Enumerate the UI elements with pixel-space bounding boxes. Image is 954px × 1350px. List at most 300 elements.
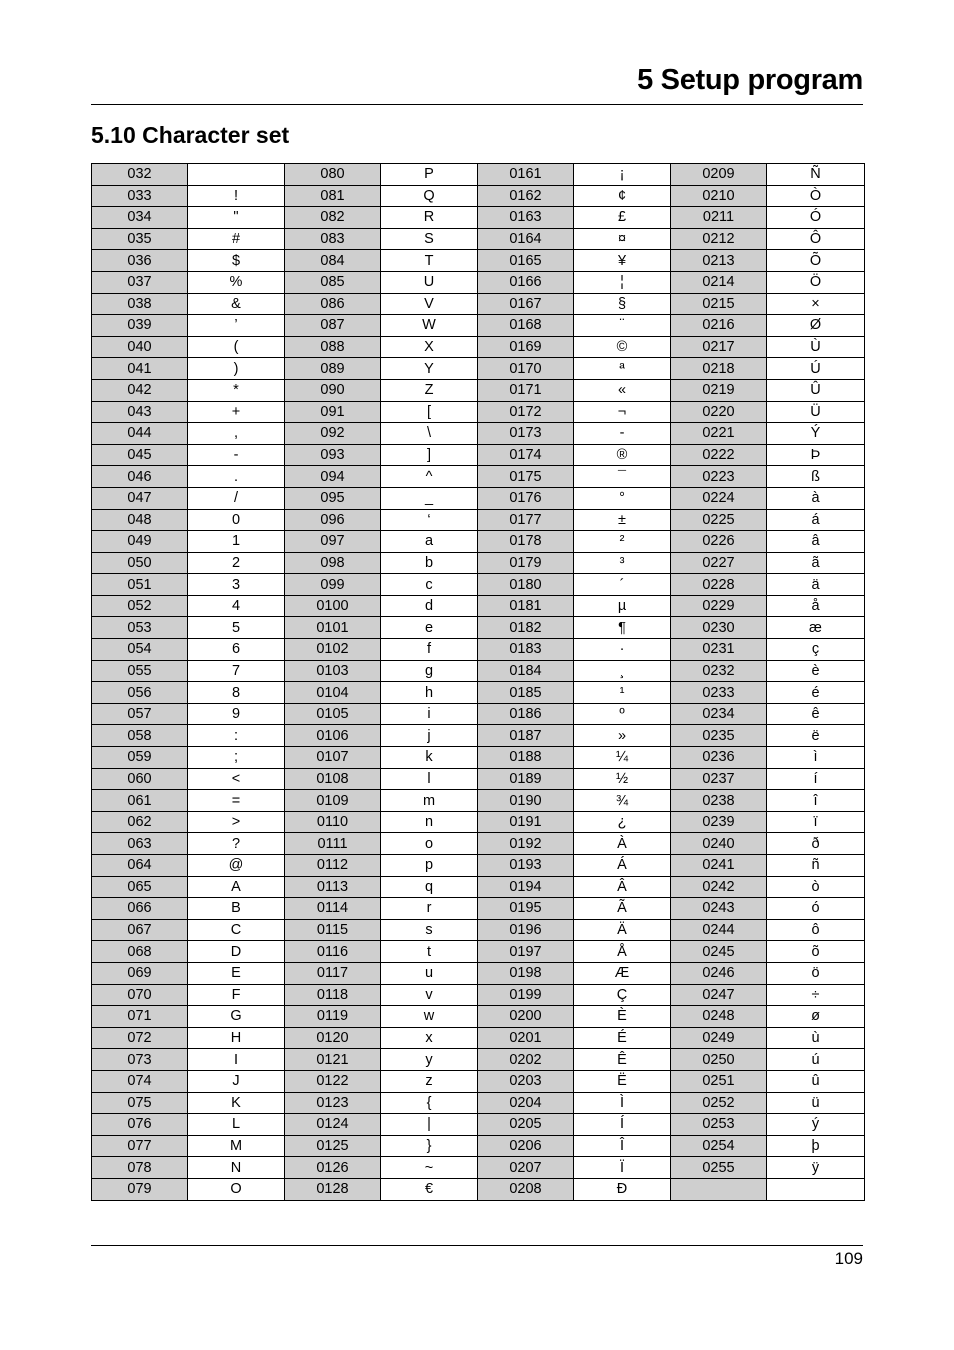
char-code-cell: 059 bbox=[92, 747, 188, 769]
char-glyph-cell: Æ bbox=[574, 962, 671, 984]
char-code-cell: 0236 bbox=[671, 747, 767, 769]
char-code-cell: 0211 bbox=[671, 207, 767, 229]
char-glyph-cell: Þ bbox=[767, 444, 865, 466]
table-row bbox=[92, 1070, 865, 1092]
char-glyph-cell: © bbox=[574, 336, 671, 358]
char-code-cell: 0197 bbox=[478, 941, 574, 963]
char-code-cell: 046 bbox=[92, 466, 188, 488]
char-glyph-cell: < bbox=[188, 768, 285, 790]
char-code-cell: 0108 bbox=[285, 768, 381, 790]
char-glyph-cell: 6 bbox=[188, 639, 285, 661]
table-row bbox=[92, 919, 865, 941]
char-glyph-cell: » bbox=[574, 725, 671, 747]
table-row bbox=[92, 1114, 865, 1136]
char-code-cell: 061 bbox=[92, 790, 188, 812]
char-glyph-cell: Ï bbox=[574, 1157, 671, 1179]
char-code-cell: 0216 bbox=[671, 315, 767, 337]
char-code-cell: 036 bbox=[92, 250, 188, 272]
char-code-cell: 0124 bbox=[285, 1114, 381, 1136]
char-glyph-cell: ³ bbox=[574, 552, 671, 574]
char-code-cell: 053 bbox=[92, 617, 188, 639]
char-glyph-cell: E bbox=[188, 962, 285, 984]
char-code-cell: 0253 bbox=[671, 1114, 767, 1136]
char-code-cell: 0186 bbox=[478, 703, 574, 725]
char-code-cell: 076 bbox=[92, 1114, 188, 1136]
table-row bbox=[92, 574, 865, 596]
table-row bbox=[92, 293, 865, 315]
char-glyph-cell: k bbox=[381, 747, 478, 769]
char-code-cell: 0125 bbox=[285, 1135, 381, 1157]
char-glyph-cell: : bbox=[188, 725, 285, 747]
char-code-cell: 037 bbox=[92, 271, 188, 293]
char-code-cell: 0126 bbox=[285, 1157, 381, 1179]
char-code-cell: 0115 bbox=[285, 919, 381, 941]
char-code-cell: 0243 bbox=[671, 898, 767, 920]
table-row bbox=[92, 552, 865, 574]
table-row bbox=[92, 682, 865, 704]
char-code-cell: 0119 bbox=[285, 1006, 381, 1028]
char-code-cell: 075 bbox=[92, 1092, 188, 1114]
char-code-cell: 0198 bbox=[478, 962, 574, 984]
char-code-cell: 0199 bbox=[478, 984, 574, 1006]
char-code-cell: 0193 bbox=[478, 855, 574, 877]
char-code-cell: 042 bbox=[92, 379, 188, 401]
char-code-cell: 079 bbox=[92, 1178, 188, 1200]
table-row bbox=[92, 811, 865, 833]
char-glyph-cell: i bbox=[381, 703, 478, 725]
char-code-cell: 085 bbox=[285, 271, 381, 293]
char-glyph-cell: Ñ bbox=[767, 164, 865, 186]
char-glyph-cell: > bbox=[188, 811, 285, 833]
table-row bbox=[92, 315, 865, 337]
table-row bbox=[92, 768, 865, 790]
char-code-cell: 051 bbox=[92, 574, 188, 596]
char-glyph-cell: # bbox=[188, 228, 285, 250]
char-glyph-cell: + bbox=[188, 401, 285, 423]
char-code-cell: 0113 bbox=[285, 876, 381, 898]
char-code-cell: 0190 bbox=[478, 790, 574, 812]
char-glyph-cell: ì bbox=[767, 747, 865, 769]
char-glyph-cell: ï bbox=[767, 811, 865, 833]
char-glyph-cell: é bbox=[767, 682, 865, 704]
char-code-cell: 062 bbox=[92, 811, 188, 833]
char-glyph-cell: Ú bbox=[767, 358, 865, 380]
char-code-cell: 0222 bbox=[671, 444, 767, 466]
char-glyph-cell: ü bbox=[767, 1092, 865, 1114]
char-code-cell: 0182 bbox=[478, 617, 574, 639]
table-row bbox=[92, 1135, 865, 1157]
table-row bbox=[92, 509, 865, 531]
char-code-cell: 068 bbox=[92, 941, 188, 963]
char-code-cell: 0163 bbox=[478, 207, 574, 229]
char-glyph-cell: * bbox=[188, 379, 285, 401]
char-code-cell: 035 bbox=[92, 228, 188, 250]
char-code-cell: 0212 bbox=[671, 228, 767, 250]
char-glyph-cell: Å bbox=[574, 941, 671, 963]
char-code-cell: 0204 bbox=[478, 1092, 574, 1114]
char-glyph-cell: · bbox=[574, 639, 671, 661]
char-glyph-cell: 5 bbox=[188, 617, 285, 639]
char-code-cell: 083 bbox=[285, 228, 381, 250]
char-code-cell: 0172 bbox=[478, 401, 574, 423]
char-glyph-cell: â bbox=[767, 531, 865, 553]
char-code-cell: 0122 bbox=[285, 1070, 381, 1092]
char-glyph-cell: ² bbox=[574, 531, 671, 553]
char-glyph-cell: C bbox=[188, 919, 285, 941]
char-code-cell: 0106 bbox=[285, 725, 381, 747]
char-glyph-cell: Ë bbox=[574, 1070, 671, 1092]
char-code-cell: 0207 bbox=[478, 1157, 574, 1179]
char-glyph-cell: p bbox=[381, 855, 478, 877]
char-glyph-cell: B bbox=[188, 898, 285, 920]
char-glyph-cell: Î bbox=[574, 1135, 671, 1157]
char-glyph-cell: þ bbox=[767, 1135, 865, 1157]
char-glyph-cell: , bbox=[188, 423, 285, 445]
char-code-cell: 0118 bbox=[285, 984, 381, 1006]
char-glyph-cell: @ bbox=[188, 855, 285, 877]
table-row bbox=[92, 1092, 865, 1114]
char-code-cell: 098 bbox=[285, 552, 381, 574]
table-row bbox=[92, 164, 865, 186]
table-row bbox=[92, 1157, 865, 1179]
char-code-cell: 0188 bbox=[478, 747, 574, 769]
char-code-cell: 0128 bbox=[285, 1178, 381, 1200]
char-code-cell: 0233 bbox=[671, 682, 767, 704]
char-glyph-cell: ¯ bbox=[574, 466, 671, 488]
char-code-cell: 0220 bbox=[671, 401, 767, 423]
char-code-cell: 0237 bbox=[671, 768, 767, 790]
char-code-cell: 050 bbox=[92, 552, 188, 574]
char-code-cell: 060 bbox=[92, 768, 188, 790]
char-glyph-cell: Ô bbox=[767, 228, 865, 250]
char-glyph-cell: e bbox=[381, 617, 478, 639]
char-glyph-cell bbox=[767, 1178, 865, 1200]
table-row bbox=[92, 725, 865, 747]
char-code-cell: 033 bbox=[92, 185, 188, 207]
char-code-cell: 0105 bbox=[285, 703, 381, 725]
char-glyph-cell: ® bbox=[574, 444, 671, 466]
char-glyph-cell: $ bbox=[188, 250, 285, 272]
char-glyph-cell: ¬ bbox=[574, 401, 671, 423]
char-glyph-cell: = bbox=[188, 790, 285, 812]
char-code-cell: 0254 bbox=[671, 1135, 767, 1157]
char-code-cell: 0229 bbox=[671, 595, 767, 617]
char-code-cell: 074 bbox=[92, 1070, 188, 1092]
char-glyph-cell: r bbox=[381, 898, 478, 920]
char-glyph-cell: ã bbox=[767, 552, 865, 574]
char-glyph-cell: ë bbox=[767, 725, 865, 747]
char-glyph-cell: ~ bbox=[381, 1157, 478, 1179]
table-row bbox=[92, 855, 865, 877]
char-glyph-cell: µ bbox=[574, 595, 671, 617]
character-set-table-container bbox=[91, 163, 864, 1201]
char-code-cell: 072 bbox=[92, 1027, 188, 1049]
char-glyph-cell: 0 bbox=[188, 509, 285, 531]
char-glyph-cell: W bbox=[381, 315, 478, 337]
char-code-cell: 0209 bbox=[671, 164, 767, 186]
char-glyph-cell: Ì bbox=[574, 1092, 671, 1114]
char-code-cell: 0117 bbox=[285, 962, 381, 984]
char-code-cell: 0245 bbox=[671, 941, 767, 963]
char-code-cell: 0200 bbox=[478, 1006, 574, 1028]
char-glyph-cell: æ bbox=[767, 617, 865, 639]
char-glyph-cell: Û bbox=[767, 379, 865, 401]
char-code-cell: 090 bbox=[285, 379, 381, 401]
char-glyph-cell: Q bbox=[381, 185, 478, 207]
char-code-cell: 093 bbox=[285, 444, 381, 466]
char-code-cell: 058 bbox=[92, 725, 188, 747]
char-code-cell: 0215 bbox=[671, 293, 767, 315]
char-code-cell: 0232 bbox=[671, 660, 767, 682]
char-code-cell: 0192 bbox=[478, 833, 574, 855]
char-code-cell: 0169 bbox=[478, 336, 574, 358]
char-glyph-cell: G bbox=[188, 1006, 285, 1028]
section-title: 5.10 Character set bbox=[91, 122, 290, 148]
char-code-cell: 0208 bbox=[478, 1178, 574, 1200]
char-code-cell: 0121 bbox=[285, 1049, 381, 1071]
char-code-cell: 052 bbox=[92, 595, 188, 617]
char-glyph-cell: × bbox=[767, 293, 865, 315]
char-glyph-cell: u bbox=[381, 962, 478, 984]
char-code-cell: 0165 bbox=[478, 250, 574, 272]
table-row bbox=[92, 941, 865, 963]
char-glyph-cell: ° bbox=[574, 487, 671, 509]
char-glyph-cell: Ð bbox=[574, 1178, 671, 1200]
footer-divider bbox=[91, 1245, 863, 1246]
char-glyph-cell: ¨ bbox=[574, 315, 671, 337]
char-glyph-cell: ô bbox=[767, 919, 865, 941]
char-glyph-cell: ä bbox=[767, 574, 865, 596]
char-code-cell: 0241 bbox=[671, 855, 767, 877]
char-code-cell: 0191 bbox=[478, 811, 574, 833]
table-row bbox=[92, 833, 865, 855]
char-code-cell: 0227 bbox=[671, 552, 767, 574]
char-glyph-cell: " bbox=[188, 207, 285, 229]
char-glyph-cell: 1 bbox=[188, 531, 285, 553]
char-glyph-cell: O bbox=[188, 1178, 285, 1200]
character-set-table bbox=[91, 163, 865, 1201]
char-glyph-cell: Ö bbox=[767, 271, 865, 293]
char-code-cell: 091 bbox=[285, 401, 381, 423]
char-glyph-cell: ¶ bbox=[574, 617, 671, 639]
char-code-cell: 077 bbox=[92, 1135, 188, 1157]
char-glyph-cell: ¥ bbox=[574, 250, 671, 272]
char-code-cell: 0201 bbox=[478, 1027, 574, 1049]
char-glyph-cell: ª bbox=[574, 358, 671, 380]
char-code-cell: 0161 bbox=[478, 164, 574, 186]
char-code-cell: 067 bbox=[92, 919, 188, 941]
char-glyph-cell: £ bbox=[574, 207, 671, 229]
char-code-cell: 089 bbox=[285, 358, 381, 380]
char-glyph-cell: T bbox=[381, 250, 478, 272]
char-glyph-cell: ] bbox=[381, 444, 478, 466]
char-glyph-cell: h bbox=[381, 682, 478, 704]
char-code-cell: 0230 bbox=[671, 617, 767, 639]
table-row bbox=[92, 1178, 865, 1200]
char-glyph-cell: ê bbox=[767, 703, 865, 725]
char-code-cell: 0185 bbox=[478, 682, 574, 704]
table-row bbox=[92, 595, 865, 617]
char-glyph-cell: g bbox=[381, 660, 478, 682]
char-glyph-cell: ¢ bbox=[574, 185, 671, 207]
char-glyph-cell: ; bbox=[188, 747, 285, 769]
char-code-cell: 071 bbox=[92, 1006, 188, 1028]
char-glyph-cell: ñ bbox=[767, 855, 865, 877]
char-glyph-cell: | bbox=[381, 1114, 478, 1136]
char-code-cell: 096 bbox=[285, 509, 381, 531]
char-code-cell: 0177 bbox=[478, 509, 574, 531]
char-glyph-cell: 2 bbox=[188, 552, 285, 574]
character-set-table-body bbox=[92, 164, 865, 1201]
char-code-cell: 0175 bbox=[478, 466, 574, 488]
char-glyph-cell: ò bbox=[767, 876, 865, 898]
char-glyph-cell: ½ bbox=[574, 768, 671, 790]
char-glyph-cell: Õ bbox=[767, 250, 865, 272]
char-code-cell: 057 bbox=[92, 703, 188, 725]
char-code-cell: 0252 bbox=[671, 1092, 767, 1114]
char-glyph-cell: Ü bbox=[767, 401, 865, 423]
header-divider bbox=[91, 104, 863, 105]
char-glyph-cell: ¡ bbox=[574, 164, 671, 186]
char-glyph-cell: _ bbox=[381, 487, 478, 509]
char-glyph-cell: v bbox=[381, 984, 478, 1006]
char-glyph-cell: Z bbox=[381, 379, 478, 401]
char-code-cell: 0234 bbox=[671, 703, 767, 725]
char-glyph-cell: P bbox=[381, 164, 478, 186]
char-glyph-cell: º bbox=[574, 703, 671, 725]
char-glyph-cell: ù bbox=[767, 1027, 865, 1049]
table-row bbox=[92, 531, 865, 553]
char-code-cell: 0231 bbox=[671, 639, 767, 661]
char-glyph-cell: n bbox=[381, 811, 478, 833]
char-code-cell: 044 bbox=[92, 423, 188, 445]
char-glyph-cell: ¿ bbox=[574, 811, 671, 833]
table-row bbox=[92, 747, 865, 769]
table-row bbox=[92, 1049, 865, 1071]
char-code-cell: 078 bbox=[92, 1157, 188, 1179]
char-code-cell: 069 bbox=[92, 962, 188, 984]
char-glyph-cell: ¾ bbox=[574, 790, 671, 812]
char-code-cell: 032 bbox=[92, 164, 188, 186]
char-code-cell: 0226 bbox=[671, 531, 767, 553]
char-code-cell: 0102 bbox=[285, 639, 381, 661]
char-code-cell: 0103 bbox=[285, 660, 381, 682]
char-code-cell: 049 bbox=[92, 531, 188, 553]
char-glyph-cell: ¹ bbox=[574, 682, 671, 704]
char-glyph-cell: s bbox=[381, 919, 478, 941]
char-glyph-cell: ¸ bbox=[574, 660, 671, 682]
char-glyph-cell: 3 bbox=[188, 574, 285, 596]
char-code-cell: 0219 bbox=[671, 379, 767, 401]
char-code-cell: 0255 bbox=[671, 1157, 767, 1179]
table-row bbox=[92, 185, 865, 207]
char-code-cell: 0116 bbox=[285, 941, 381, 963]
char-code-cell: 0183 bbox=[478, 639, 574, 661]
char-code-cell: 034 bbox=[92, 207, 188, 229]
char-glyph-cell: c bbox=[381, 574, 478, 596]
char-code-cell: 0206 bbox=[478, 1135, 574, 1157]
char-code-cell: 039 bbox=[92, 315, 188, 337]
char-glyph-cell: î bbox=[767, 790, 865, 812]
table-row bbox=[92, 876, 865, 898]
char-code-cell: 0225 bbox=[671, 509, 767, 531]
char-code-cell: 0250 bbox=[671, 1049, 767, 1071]
char-code-cell: 0187 bbox=[478, 725, 574, 747]
char-code-cell: 0242 bbox=[671, 876, 767, 898]
char-glyph-cell: / bbox=[188, 487, 285, 509]
char-code-cell: 054 bbox=[92, 639, 188, 661]
char-glyph-cell: Ù bbox=[767, 336, 865, 358]
char-glyph-cell: F bbox=[188, 984, 285, 1006]
char-code-cell: 0221 bbox=[671, 423, 767, 445]
char-code-cell: 0179 bbox=[478, 552, 574, 574]
char-glyph-cell: j bbox=[381, 725, 478, 747]
char-code-cell: 086 bbox=[285, 293, 381, 315]
char-code-cell: 0171 bbox=[478, 379, 574, 401]
char-glyph-cell: f bbox=[381, 639, 478, 661]
char-code-cell: 045 bbox=[92, 444, 188, 466]
char-glyph-cell: ý bbox=[767, 1114, 865, 1136]
char-glyph-cell: Ä bbox=[574, 919, 671, 941]
char-code-cell: 0228 bbox=[671, 574, 767, 596]
char-glyph-cell: á bbox=[767, 509, 865, 531]
char-glyph-cell: ! bbox=[188, 185, 285, 207]
table-row bbox=[92, 250, 865, 272]
char-code-cell: 040 bbox=[92, 336, 188, 358]
char-glyph-cell: è bbox=[767, 660, 865, 682]
char-glyph-cell: I bbox=[188, 1049, 285, 1071]
char-glyph-cell: ? bbox=[188, 833, 285, 855]
char-glyph-cell: ú bbox=[767, 1049, 865, 1071]
char-glyph-cell: ç bbox=[767, 639, 865, 661]
char-glyph-cell: ÷ bbox=[767, 984, 865, 1006]
table-row bbox=[92, 401, 865, 423]
char-glyph-cell: Ó bbox=[767, 207, 865, 229]
char-glyph-cell: € bbox=[381, 1178, 478, 1200]
char-glyph-cell: Ê bbox=[574, 1049, 671, 1071]
char-glyph-cell: H bbox=[188, 1027, 285, 1049]
char-code-cell: 0170 bbox=[478, 358, 574, 380]
char-code-cell: 092 bbox=[285, 423, 381, 445]
char-glyph-cell: 8 bbox=[188, 682, 285, 704]
char-glyph-cell: Ç bbox=[574, 984, 671, 1006]
char-glyph-cell: } bbox=[381, 1135, 478, 1157]
char-code-cell: 073 bbox=[92, 1049, 188, 1071]
char-glyph-cell: t bbox=[381, 941, 478, 963]
char-code-cell: 065 bbox=[92, 876, 188, 898]
char-glyph-cell: Ò bbox=[767, 185, 865, 207]
char-code-cell: 0203 bbox=[478, 1070, 574, 1092]
char-code-cell: 084 bbox=[285, 250, 381, 272]
char-glyph-cell: x bbox=[381, 1027, 478, 1049]
table-row bbox=[92, 423, 865, 445]
char-code-cell: 0120 bbox=[285, 1027, 381, 1049]
char-glyph-cell: 7 bbox=[188, 660, 285, 682]
char-glyph-cell: ÿ bbox=[767, 1157, 865, 1179]
char-glyph-cell: - bbox=[574, 423, 671, 445]
table-row bbox=[92, 617, 865, 639]
table-row bbox=[92, 487, 865, 509]
char-glyph-cell: X bbox=[381, 336, 478, 358]
char-glyph-cell: û bbox=[767, 1070, 865, 1092]
char-code-cell: 038 bbox=[92, 293, 188, 315]
char-glyph-cell: Â bbox=[574, 876, 671, 898]
char-glyph-cell: ß bbox=[767, 466, 865, 488]
char-code-cell: 081 bbox=[285, 185, 381, 207]
char-glyph-cell: õ bbox=[767, 941, 865, 963]
char-glyph-cell: à bbox=[767, 487, 865, 509]
char-code-cell: 0110 bbox=[285, 811, 381, 833]
